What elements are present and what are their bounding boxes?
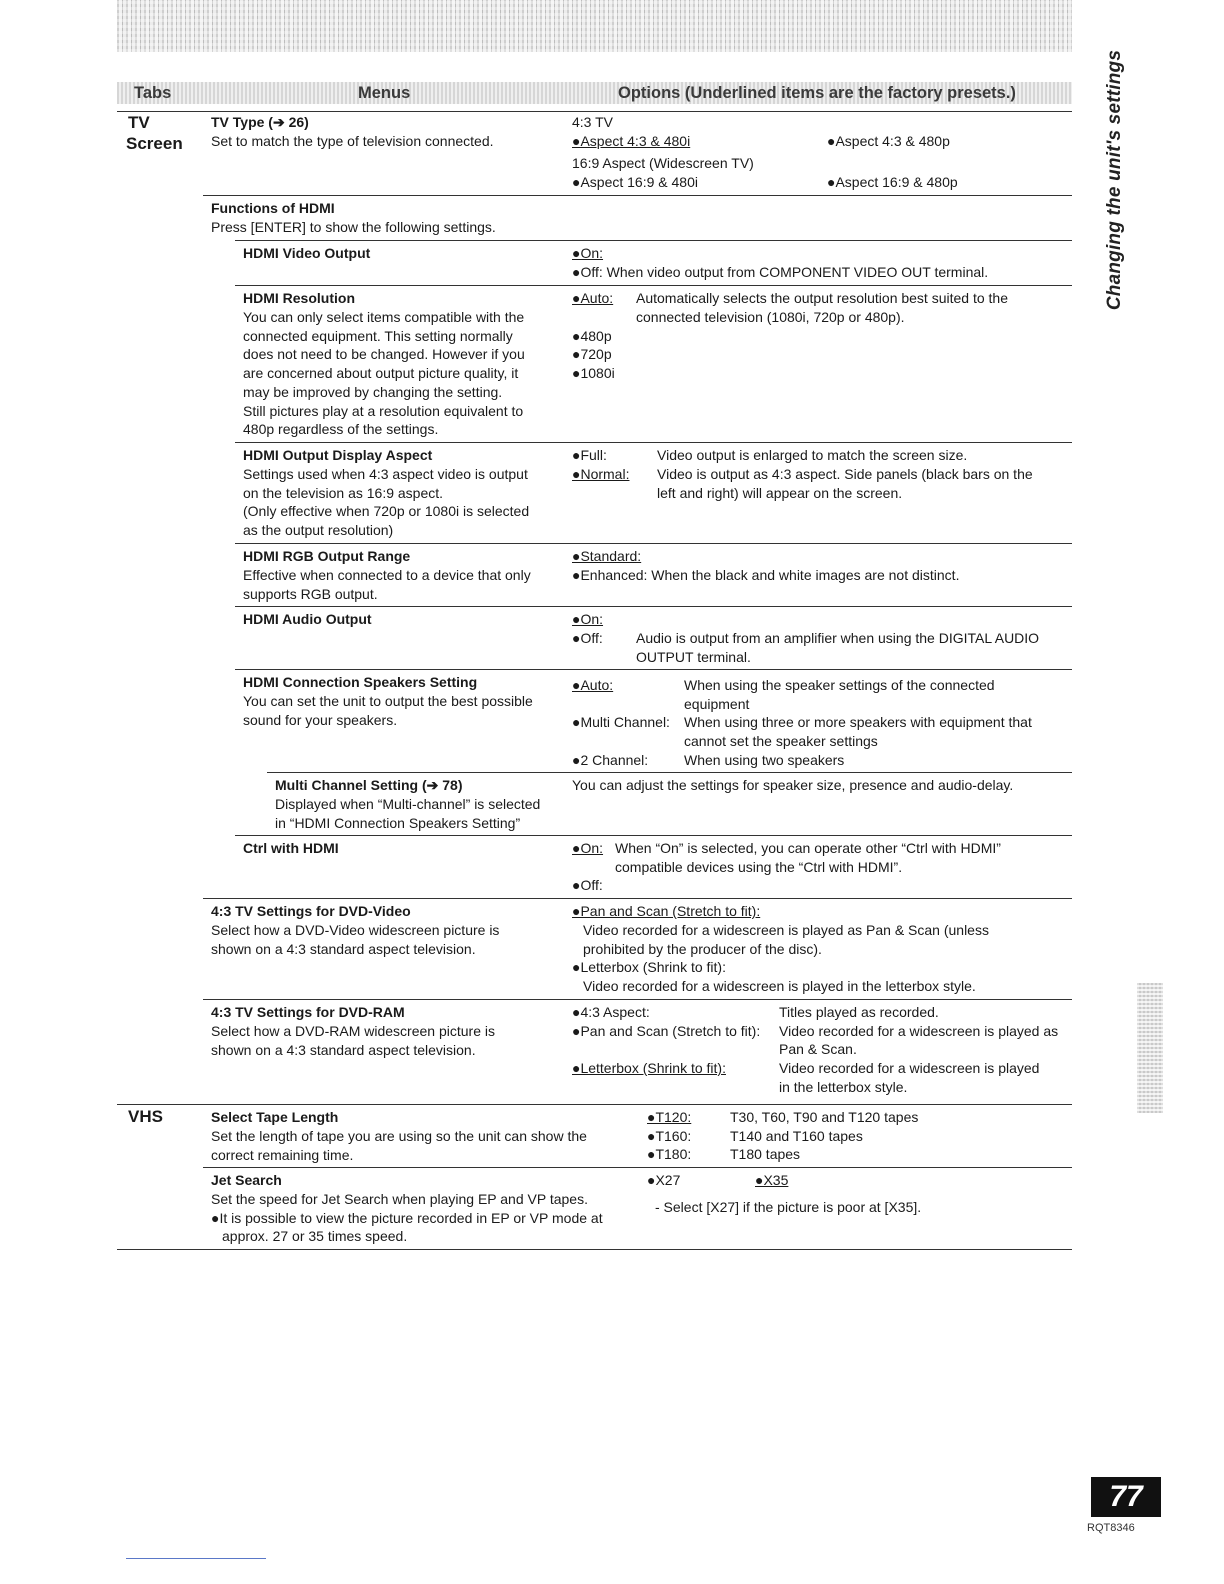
option-enhanced: ●Enhanced: When the black and white images are not distinct. [572,567,960,583]
hdmi-display-aspect-title: HDMI Output Display Aspect [243,447,433,463]
option-desc: left and right) will appear on the screen. [657,484,903,501]
desc-line: You can set the unit to output the best possible [243,693,533,709]
functions-hdmi-desc: Press [ENTER] to show the following settings. [211,219,496,235]
tab-screen: Screen [126,134,183,153]
table-header [117,82,1072,104]
desc-line: does not need to be changed. However if you [243,346,525,363]
desc-line: connected equipment. This setting normally [243,327,513,344]
option-x27: ●X27 [647,1172,681,1188]
side-section-title: Changing the unit's settings [1104,49,1125,311]
desc-line: Set the speed for Jet Search when playing EP and VP tapes. [211,1191,588,1207]
ctrl-hdmi-title: Ctrl with HDMI [243,840,339,856]
desc-line: ●It is possible to view the picture recorded in EP or VP mode at [211,1209,603,1226]
option-multi-channel: ●Multi Channel: [572,714,670,731]
option-desc: Video output is enlarged to match the screen size. [657,447,968,463]
desc-line: Still pictures play at a resolution equivalent to [243,402,524,419]
option-aspect-43-480p: ●Aspect 4:3 & 480p [827,133,950,149]
jet-search-note: - Select [X27] if the picture is poor at [X35]. [655,1199,922,1215]
desc-line: Select how a DVD-Video widescreen picture is [211,922,500,938]
desc-line: approx. 27 or 35 times speed. [222,1228,408,1245]
dvd-video-title: 4:3 TV Settings for DVD-Video [211,903,411,919]
divider [235,543,1072,544]
desc-line: correct remaining time. [211,1146,354,1163]
divider [203,1167,1072,1168]
tab-tv: TV [128,113,150,132]
top-banner-band [117,0,1072,52]
desc-line: You can only select items compatible with the [243,309,525,325]
divider [235,669,1072,670]
header-menus: Menus [358,84,411,102]
option-desc: Titles played as recorded. [779,1004,939,1020]
desc-line: sound for your speakers. [243,711,398,728]
hdmi-video-output-title: HDMI Video Output [243,245,371,261]
option-480p: ●480p [572,327,612,344]
option-letterbox: ●Letterbox (Shrink to fit): [572,959,726,976]
option-x35: ●X35 [755,1172,789,1188]
desc-line: on the television as 16:9 aspect. [243,484,444,501]
tv-type-title: TV Type (➔ 26) [211,114,309,130]
header-tabs: Tabs [134,84,172,102]
option-desc: Video recorded for a widescreen is played [779,1060,1040,1077]
option-desc: Audio is output from an amplifier when using the DIGITAL AUDIO [636,630,1040,646]
option-aspect-169-480p: ●Aspect 16:9 & 480p [827,174,958,190]
option-desc: cannot set the speaker settings [684,733,878,750]
option-720p: ●720p [572,346,612,363]
desc-line: may be improved by changing the setting. [243,383,503,400]
option-off: ●Off: [572,630,603,646]
desc-line: in “HDMI Connection Speakers Setting” [275,814,521,831]
divider [235,606,1072,607]
option-off: ●Off: [572,877,603,894]
divider [267,772,1072,773]
divider [203,195,1072,196]
option-normal: ●Normal: [572,466,630,482]
option-desc: Video recorded for a widescreen is played as [779,1022,1059,1039]
divider [117,1249,1072,1250]
dvd-ram-title: 4:3 TV Settings for DVD-RAM [211,1004,405,1020]
option-full: ●Full: [572,447,607,463]
option-off: ●Off: When video output from COMPONENT VIDEO OUT terminal. [572,264,989,280]
option-desc: in the letterbox style. [779,1078,908,1095]
option-desc: compatible devices using the “Ctrl with HDMI”. [615,858,903,875]
option-desc: OUTPUT terminal. [636,648,751,665]
divider [117,1104,1072,1105]
option-desc: Automatically selects the output resolution best suited to the [636,290,1008,306]
option-aspect-169-480i: ●Aspect 16:9 & 480i [572,174,698,190]
option-pan-and-scan: ●Pan and Scan (Stretch to fit): [572,1022,761,1039]
option-desc: prohibited by the producer of the disc). [583,940,822,957]
divider [235,285,1072,286]
option-desc: Video is output as 4:3 aspect. Side panels (black bars on the [657,466,1033,482]
divider [117,111,1072,112]
document-code: RQT8346 [1087,1522,1135,1534]
option-desc: When using three or more speakers with equipment that [684,714,1032,731]
option-on: ●On: [572,245,604,261]
option-desc: Pan & Scan. [779,1041,857,1058]
option-desc: T140 and T160 tapes [730,1127,863,1144]
option-1080i: ●1080i [572,365,615,382]
tab-vhs: VHS [128,1107,163,1126]
divider [203,898,1072,899]
option-desc: Video recorded for a widescreen is played as Pan & Scan (unless [583,922,989,938]
side-tab-marker [1137,983,1163,1113]
option-desc: T180 tapes [730,1146,801,1163]
desc-line: shown on a 4:3 standard aspect television. [211,1041,476,1058]
option-desc: When using the speaker settings of the connected [684,677,995,693]
functions-hdmi-title: Functions of HDMI [211,200,335,216]
option-2-channel: ●2 Channel: [572,751,649,768]
option-43-aspect: ●4:3 Aspect: [572,1004,650,1020]
option-t160: ●T160: [647,1127,692,1144]
hdmi-resolution-title: HDMI Resolution [243,290,355,306]
option-desc: T30, T60, T90 and T120 tapes [730,1109,919,1125]
desc-line: Effective when connected to a device that only [243,567,531,583]
desc-line: are concerned about output picture quality, it [243,365,519,382]
option-on: ●On: [572,840,604,856]
option-auto: ●Auto: [572,290,614,306]
hdmi-rgb-range-title: HDMI RGB Output Range [243,548,411,564]
desc-line: Set the length of tape you are using so the unit can show the [211,1128,587,1144]
option-desc: equipment [684,695,750,712]
desc-line: Displayed when “Multi-channel” is selected [275,796,541,812]
option-desc: When using two speakers [684,751,845,768]
option-desc: connected television (1080i, 720p or 480p). [636,309,905,325]
option-on: ●On: [572,611,604,627]
divider [235,240,1072,241]
multi-channel-title: Multi Channel Setting (➔ 78) [275,777,463,793]
tv-type-option-43: 4:3 TV [572,114,613,130]
option-standard: ●Standard: [572,548,642,564]
header-options: Options (Underlined items are the factory presets.) [618,84,1016,102]
divider [235,442,1072,443]
option-t180: ●T180: [647,1146,692,1163]
hdmi-audio-output-title: HDMI Audio Output [243,611,372,627]
tv-type-option-169: 16:9 Aspect (Widescreen TV) [572,155,754,171]
desc-line: shown on a 4:3 standard aspect television. [211,940,476,957]
option-t120: ●T120: [647,1109,692,1125]
desc-line: 480p regardless of the settings. [243,421,439,438]
divider [203,999,1072,1000]
option-aspect-43-480i: ●Aspect 4:3 & 480i [572,133,691,149]
jet-search-title: Jet Search [211,1172,282,1188]
option-auto: ●Auto: [572,677,614,693]
footer-rule [126,1558,266,1559]
hdmi-speakers-title: HDMI Connection Speakers Setting [243,674,478,690]
option-letterbox: ●Letterbox (Shrink to fit): [572,1060,726,1077]
desc-line: (Only effective when 720p or 1080i is selected [243,503,530,520]
option-desc: Video recorded for a widescreen is played in the letterbox style. [583,978,976,995]
option-desc: You can adjust the settings for speaker size, presence and audio-delay. [572,777,1014,793]
tape-length-title: Select Tape Length [211,1109,339,1125]
option-pan-and-scan: ●Pan and Scan (Stretch to fit): [572,903,761,919]
option-desc: When “On” is selected, you can operate other “Ctrl with HDMI” [615,840,1001,856]
page-number: 77 [1091,1477,1161,1517]
divider [235,835,1072,836]
desc-line: as the output resolution) [243,522,394,539]
desc-line: Settings used when 4:3 aspect video is output [243,466,528,482]
desc-line: Select how a DVD-RAM widescreen picture is [211,1023,495,1039]
desc-line: supports RGB output. [243,585,378,602]
tv-type-desc: Set to match the type of television connected. [211,133,494,149]
